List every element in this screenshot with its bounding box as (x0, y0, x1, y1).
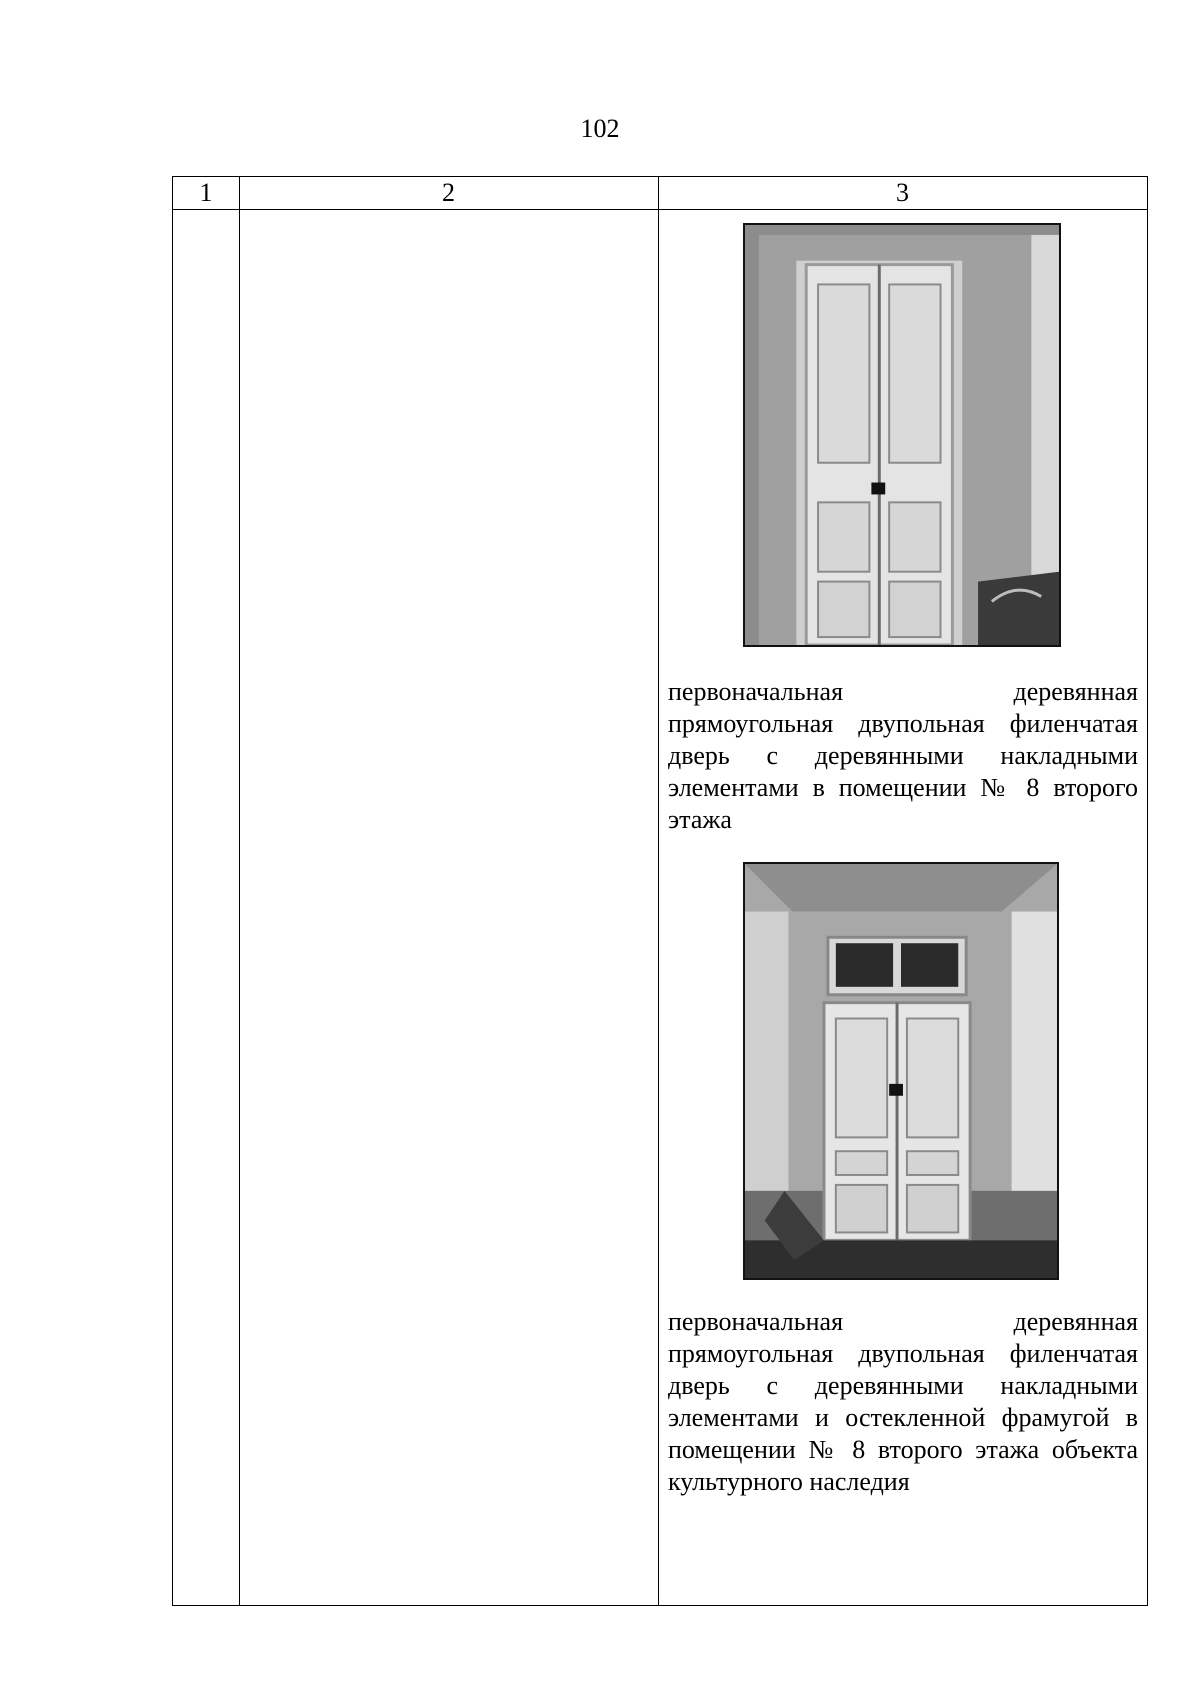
photo-caption: первоначальная деревянная прямоугольная двупольная филенчатая дверь с деревянными накладными элементами и остекленной фрамугой в помещении № 8 второго этажа объекта культурного наследия (668, 1307, 1138, 1496)
column-divider-1 (239, 177, 240, 1605)
page-number: 102 (580, 114, 620, 143)
door-with-transom-photo-icon (743, 862, 1059, 1280)
column-divider-2 (658, 177, 659, 1605)
column-header-1: 1 (199, 178, 213, 207)
photo-caption: первоначальная деревянная прямоугольная двупольная филенчатая дверь с деревянными накладными элементами в помещении № 8 второго этажа (668, 677, 1138, 834)
header-row-divider (173, 209, 1147, 210)
column-header-2: 2 (442, 178, 455, 207)
door-photo-icon (743, 223, 1061, 647)
column-header-3: 3 (896, 178, 909, 207)
